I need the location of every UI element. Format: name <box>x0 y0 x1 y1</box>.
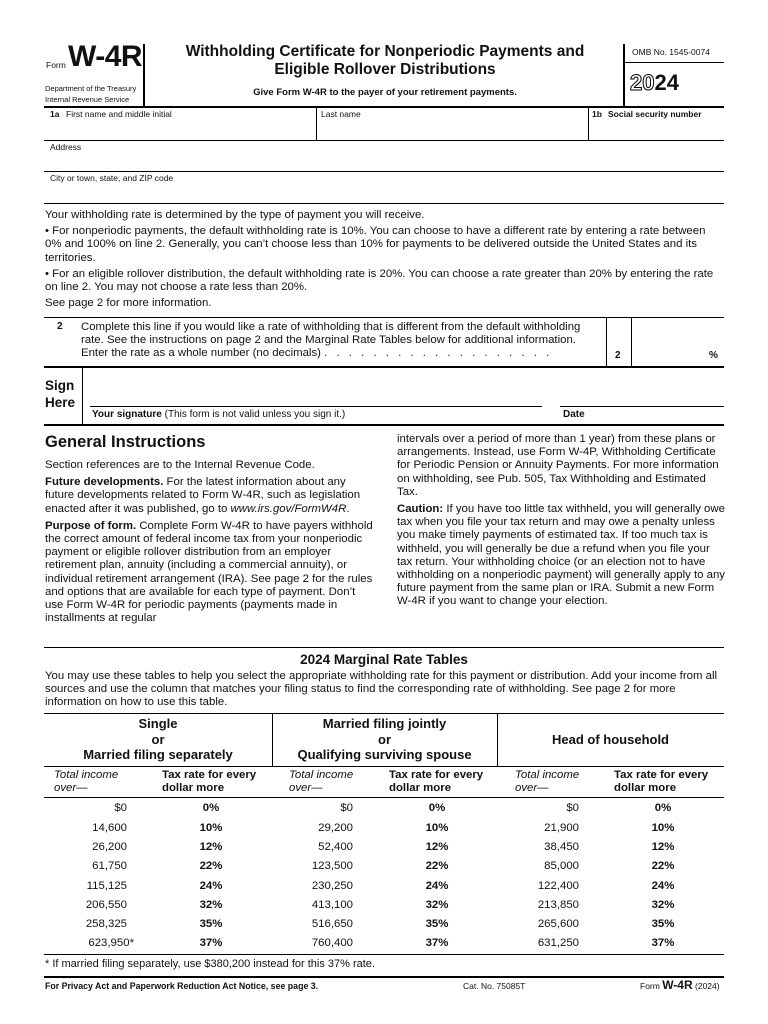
single-income-cell: 61,750 <box>92 860 127 872</box>
joint-income-cell: 413,100 <box>311 899 353 911</box>
table-footnote: * If married filing separately, use $380,200 instead for this 37% rate. <box>45 958 375 970</box>
general-instructions-col2 <box>397 433 725 613</box>
table-bottom-rule <box>44 954 724 955</box>
footer-form-word: Form <box>640 981 660 991</box>
purpose-head: Purpose of form. <box>45 519 137 532</box>
intro-see-page2: See page 2 for more information. <box>45 297 212 310</box>
single-rate-cell: 32% <box>199 899 223 911</box>
joint-income-cell: 230,250 <box>311 880 353 892</box>
form-title-line2: Eligible Rollover Distributions <box>274 61 496 78</box>
line2-box-inner <box>631 317 632 366</box>
signature-label: Your signature <box>92 409 162 420</box>
last-name-input[interactable] <box>321 122 583 138</box>
ssn-label: Social security number <box>608 109 702 119</box>
city-label: City or town, state, and ZIP code <box>50 173 174 183</box>
single-income-cell: 623,950* <box>88 937 134 949</box>
footer-year: (2024) <box>695 981 720 991</box>
first-name-input[interactable] <box>50 122 312 138</box>
single-rate-cell: 37% <box>199 937 223 949</box>
single-rate-h2: dollar more <box>162 781 225 794</box>
tax-year-outline: 20 <box>630 70 655 95</box>
line2-text1: Complete this line if you would like a rate of withholding that is different from the default withholding <box>81 321 581 333</box>
hoh-income-header <box>515 769 579 794</box>
signature-caption <box>92 409 345 420</box>
single-rate-header <box>162 769 256 794</box>
dept-treasury: Department of the Treasury <box>45 84 137 93</box>
group-single-l1: Single <box>138 716 178 731</box>
future-developments <box>45 476 375 516</box>
last-ssn-divider <box>588 106 589 140</box>
future-developments-head: Future developments. <box>45 476 164 489</box>
footer-form-name: W-4R <box>662 978 693 992</box>
form-name: W-4R <box>68 40 143 73</box>
intro-rate-determination: Your withholding rate is determined by the type of payment you will receive. <box>45 209 425 221</box>
hoh-rate-header <box>614 769 708 794</box>
hoh-income-cell: 38,450 <box>544 841 579 853</box>
joint-rate-cell: 0% <box>428 802 446 814</box>
privacy-notice: For Privacy Act and Paperwork Reduction Act Notice, see page 3. <box>45 981 319 991</box>
rate-tables-title: 2024 Marginal Rate Tables <box>300 652 468 667</box>
leader-dots: . . . . . . . . . . . . . . . . . . . <box>324 347 553 360</box>
row3-rule <box>44 203 724 204</box>
line2-bottom-rule <box>44 366 724 368</box>
header-divider-left <box>143 44 145 106</box>
future-developments-end: . <box>346 502 350 515</box>
form-word: Form <box>46 60 66 70</box>
form-title <box>150 43 620 79</box>
hoh-rate-cell: 10% <box>651 822 675 834</box>
section-references: Section references are to the Internal Revenue Code. <box>45 459 315 471</box>
intro-nonperiodic: • For nonperiodic payments, the default withholding rate is 10%. You can choose to have a different rate by entering a rate between 0% and 100% on line 2. Generally, you can’t choose less than 10% for payments to be delivered outside the United States and its territories. <box>45 225 706 264</box>
hoh-rate-cell: 22% <box>651 860 675 872</box>
single-income-cell: 115,125 <box>86 880 127 892</box>
joint-income-cell: 760,400 <box>311 937 353 949</box>
hoh-income-cell: 85,000 <box>544 860 579 872</box>
general-instructions-heading: General Instructions <box>45 433 206 451</box>
caution-head: Caution: <box>397 503 444 516</box>
joint-rate-cell: 24% <box>425 880 449 892</box>
single-income-header <box>54 769 118 794</box>
sign-divider <box>82 366 83 424</box>
hoh-rate-cell: 37% <box>651 937 675 949</box>
single-income-h2: over— <box>54 781 88 794</box>
row1-rule <box>44 140 724 141</box>
line2-text3: Enter the rate as a whole number (no decimals) <box>81 347 321 360</box>
signature-input[interactable] <box>90 384 540 404</box>
omb-number: OMB No. 1545-0074 <box>632 47 710 57</box>
field-1a-number: 1a <box>50 109 60 119</box>
group-single-header <box>44 716 272 763</box>
hoh-rate-cell: 35% <box>651 918 675 930</box>
percent-sign: % <box>709 350 718 361</box>
single-income-cell: 26,200 <box>92 841 127 853</box>
sign-word: Sign <box>45 378 75 393</box>
footer-rule <box>44 976 724 978</box>
hoh-income-cell: 21,900 <box>544 822 579 834</box>
give-form-note: Give Form W-4R to the payer of your retirement payments. <box>253 87 517 98</box>
joint-income-h1: Total income <box>289 769 354 781</box>
signature-note: (This form is not valid unless you sign it.) <box>164 409 346 420</box>
group-joint-l2: or <box>378 731 391 747</box>
joint-rate-cell: 32% <box>425 899 449 911</box>
joint-rate-cell: 35% <box>425 918 449 930</box>
city-input[interactable] <box>50 185 720 201</box>
single-rate-cell: 22% <box>199 860 223 872</box>
withholding-rate-input[interactable] <box>636 345 706 361</box>
tax-year <box>630 70 679 96</box>
single-rate-cell: 10% <box>199 822 223 834</box>
single-rate-cell: 24% <box>199 880 223 892</box>
line2-box-number: 2 <box>615 350 621 361</box>
ssn-input[interactable] <box>594 122 722 138</box>
form-title-line1: Withholding Certificate for Nonperiodic Payments and <box>185 43 585 60</box>
hoh-income-cell: 122,400 <box>537 880 579 892</box>
field-1b-number: 1b <box>592 109 602 119</box>
single-income-cell: $0 <box>114 802 127 814</box>
single-rate-h1: Tax rate for every <box>162 769 257 781</box>
tables-top-rule <box>44 647 724 648</box>
single-income-h1: Total income <box>54 769 119 781</box>
subheader-bottom-rule <box>44 797 724 798</box>
hoh-rate-cell: 32% <box>651 899 675 911</box>
joint-rate-header <box>389 769 483 794</box>
address-input[interactable] <box>50 154 720 170</box>
rate-tables-intro: You may use these tables to help you select the appropriate withholding rate for this payment or distribution. Add your income from all sources and use the column that matches your filing status to find the corresponding rate of withholding. See page 2 for more information on how to use this table. <box>45 670 718 708</box>
single-rate-cell: 0% <box>202 802 220 814</box>
header-divider-right <box>623 44 625 106</box>
sign-bottom-rule <box>44 424 724 426</box>
header-bottom-rule <box>44 106 724 108</box>
joint-income-cell: 123,500 <box>311 860 353 872</box>
single-income-cell: 14,600 <box>92 822 127 834</box>
joint-rate-cell: 22% <box>425 860 449 872</box>
line2-box-left <box>606 317 607 366</box>
hoh-rate-h1: Tax rate for every <box>614 769 709 781</box>
hoh-income-cell: $0 <box>566 802 579 814</box>
dept-irs: Internal Revenue Service <box>45 95 130 104</box>
joint-rate-cell: 10% <box>425 822 449 834</box>
line2-text2: rate. See the instructions on page 2 and the Marginal Rate Tables below for additional information. <box>81 334 576 347</box>
single-rate-cell: 35% <box>199 918 223 930</box>
line2-number: 2 <box>57 321 63 332</box>
caution-text: If you have too little tax withheld, you will generally owe tax when you file your tax return and may owe a penalty unless you make timely payments of estimated tax. If too much tax is withheld, you will generally be due a refund when you file your tax return. Your withholding choice (or an election not to have withholding on a nonperiodic payment) will generally apply to any future payment from the same plan or IRA. Submit a new Form W-4R if you want to change your election. <box>397 503 725 608</box>
tax-year-bold: 24 <box>654 70 679 95</box>
group-single-l2: or <box>151 731 165 747</box>
joint-income-cell: 516,650 <box>311 918 353 930</box>
irs-url-link[interactable]: www.irs.gov/FormW4R <box>230 502 347 515</box>
joint-rate-h2: dollar more <box>389 781 452 794</box>
joint-income-cell: $0 <box>340 802 353 814</box>
sign-here-label <box>45 377 75 411</box>
hoh-rate-cell: 12% <box>651 841 675 853</box>
hoh-rate-h2: dollar more <box>614 781 677 794</box>
first-name-label: First name and middle initial <box>66 109 172 119</box>
joint-income-h2: over— <box>289 781 323 794</box>
date-label: Date <box>563 409 585 420</box>
joint-rate-cell: 37% <box>425 937 449 949</box>
hoh-rate-cell: 24% <box>651 880 675 892</box>
joint-income-cell: 29,200 <box>318 822 353 834</box>
signature-line <box>90 406 542 407</box>
group-single-l3: Married filing separately <box>83 747 233 762</box>
hoh-rate-cell: 0% <box>654 802 672 814</box>
purpose-text: Complete Form W-4R to have payers withhold the correct amount of federal income tax from your nonperiodic payment or eligible rollover distribution from an employer retirement plan, annuity (including a commercial annuity), or individual retirement arrangement (IRA). See page 2 for the rules and options that are available for each type of payment. Don’t use Form W-4R for periodic payments (payments made in installments at regular <box>45 519 373 625</box>
date-input[interactable] <box>562 384 722 404</box>
omb-divider <box>623 62 724 63</box>
caution-paragraph <box>397 503 725 609</box>
joint-income-cell: 52,400 <box>318 841 353 853</box>
single-rate-cell: 12% <box>199 841 223 853</box>
periodic-payments-note: intervals over a period of more than 1 year) from these plans or arrangements. Instead, use Form W-4P, Withholding Certificate for Periodic Pension or Annuity Payments. For more information on withholding, see Pub. 505, Tax Withholding and Estimated Tax. <box>397 433 719 498</box>
intro-rollover: • For an eligible rollover distribution, the default withholding rate is 20%. You can choose a rate greater than 20% by entering the rate on line 2. You may not choose a rate less than 20%. <box>45 267 714 294</box>
future-developments-text: For the latest information about any future developments related to Form W-4R, such as legislation enacted after it was published, go to <box>45 476 361 515</box>
hoh-income-cell: 213,850 <box>537 899 579 911</box>
line2-text3-row <box>81 347 601 360</box>
catalog-number: Cat. No. 75085T <box>463 981 526 991</box>
general-instructions-col1 <box>45 459 375 629</box>
date-line <box>560 406 724 407</box>
group-joint-l3: Qualifying surviving spouse <box>297 747 472 762</box>
single-income-cell: 258,325 <box>85 918 127 930</box>
hoh-income-h2: over— <box>515 781 549 794</box>
line2-top-rule <box>44 317 724 318</box>
hoh-income-cell: 631,250 <box>537 937 579 949</box>
hoh-income-cell: 265,600 <box>537 918 579 930</box>
table-header-top-rule <box>44 713 724 714</box>
joint-rate-h1: Tax rate for every <box>389 769 484 781</box>
subheader-top-rule <box>44 766 724 767</box>
joint-rate-cell: 12% <box>425 841 449 853</box>
last-name-label: Last name <box>321 109 361 119</box>
footer-form-id <box>640 978 720 992</box>
purpose-of-form <box>45 520 375 626</box>
group-hoh-header: Head of household <box>552 732 669 747</box>
row2-rule <box>44 171 724 172</box>
group-joint-header <box>272 716 497 763</box>
single-income-cell: 206,550 <box>85 899 127 911</box>
line2-instructions <box>81 321 601 361</box>
first-last-divider <box>316 106 317 140</box>
here-word: Here <box>45 395 76 410</box>
address-label: Address <box>50 142 82 152</box>
hoh-income-h1: Total income <box>515 769 580 781</box>
joint-income-header <box>289 769 353 794</box>
group-joint-l1: Married filing jointly <box>322 716 447 731</box>
withholding-intro <box>45 209 723 310</box>
